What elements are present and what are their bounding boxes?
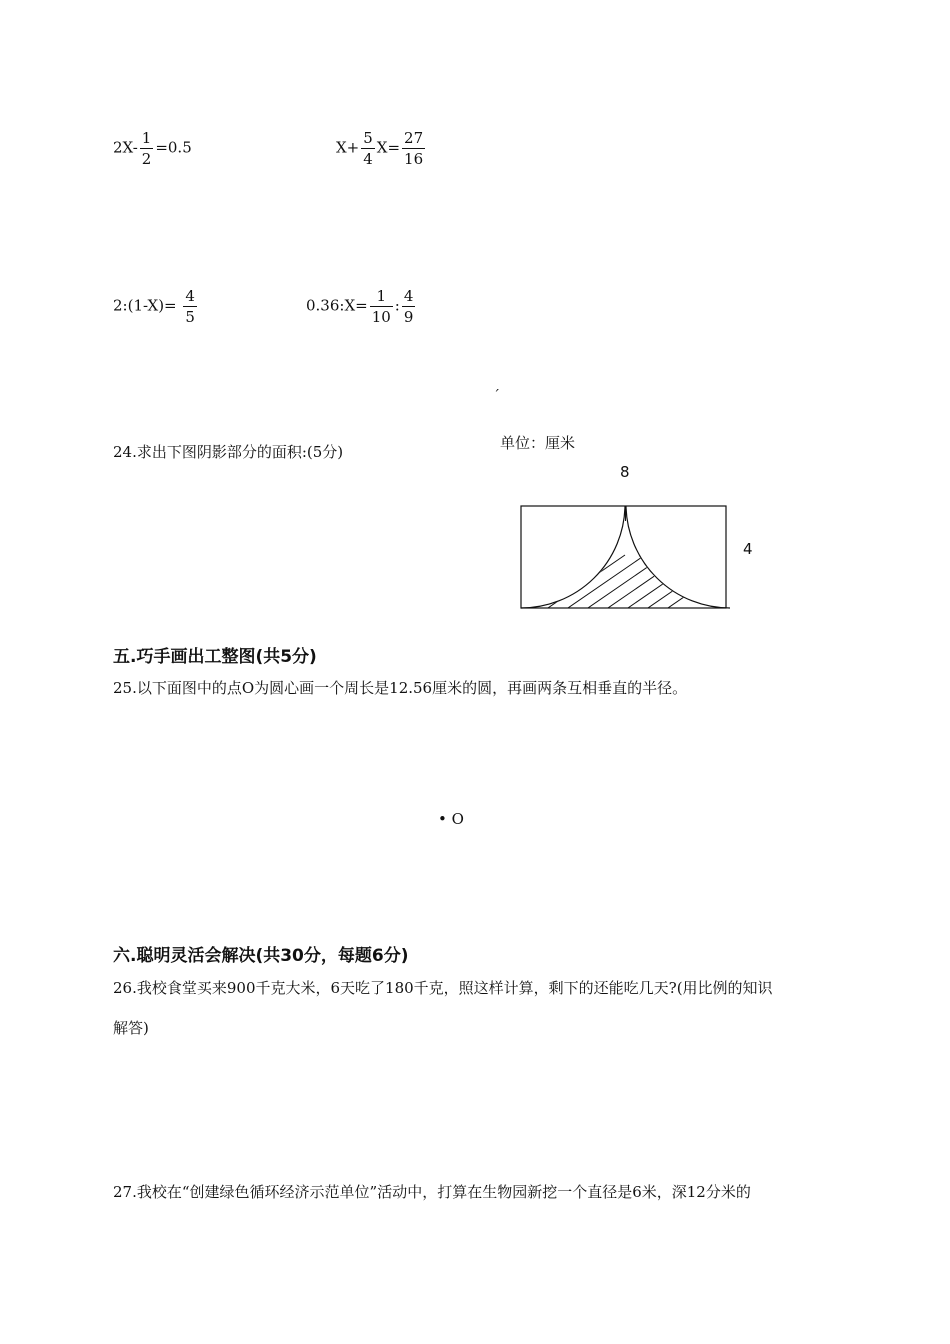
right-arc (626, 506, 730, 608)
question-26-line1: 26.我校食堂买来900千克大米，6天吃了180千克，照这样计算，剩下的还能吃几天?(用比例的知识 (113, 979, 773, 997)
fraction: $\frac{1}{10}$ (371, 287, 391, 326)
fraction: $\frac{5}{4}$ (363, 129, 373, 168)
shaded-area-figure (505, 495, 745, 620)
equation-2: X+ $\frac{5}{4}$ X= $\frac{27}{16}$ (336, 129, 424, 168)
fraction: $\frac{4}{9}$ (403, 287, 414, 326)
equation-3: 2:(1-X)= $\frac{4}{5}$ (113, 287, 195, 326)
question-24: 24.求出下图阴影部分的面积:(5分) (113, 443, 344, 461)
point-dot: • (438, 810, 447, 828)
figure-top-label: 8 (620, 463, 630, 481)
equation-4: 0.36:X= $\frac{1}{10}$ : $\frac{4}{9}$ (306, 287, 414, 326)
section-6-title: 六.聪明灵活会解决(共30分，每题6分) (113, 946, 409, 966)
point-label: O (451, 810, 464, 828)
question-25: 25.以下面图中的点O为圆心画一个周长是12.56厘米的圆，再画两条互相垂直的半径。 (113, 679, 688, 697)
section-5-title: 五.巧手画出工整图(共5分) (113, 647, 317, 667)
question-27-line1: 27.我校在“创建绿色循环经济示范单位”活动中，打算在生物园新挖一个直径是6米，深12分米的 (113, 1183, 751, 1201)
eq1-right: =0.5 (155, 138, 192, 157)
fraction: $\frac{27}{16}$ (404, 129, 424, 168)
center-point (438, 810, 464, 828)
eq1-left: 2X- (113, 138, 138, 157)
question-26-line2: 解答) (113, 1019, 149, 1037)
fraction: $\frac{1}{2}$ (141, 129, 152, 168)
figure-side-label: 4 (743, 540, 753, 558)
fraction: $\frac{4}{5}$ (185, 287, 195, 326)
stray-mark: ˊ (493, 388, 500, 404)
unit-label: 单位：厘米 (500, 434, 576, 452)
equation-1 (113, 128, 192, 169)
